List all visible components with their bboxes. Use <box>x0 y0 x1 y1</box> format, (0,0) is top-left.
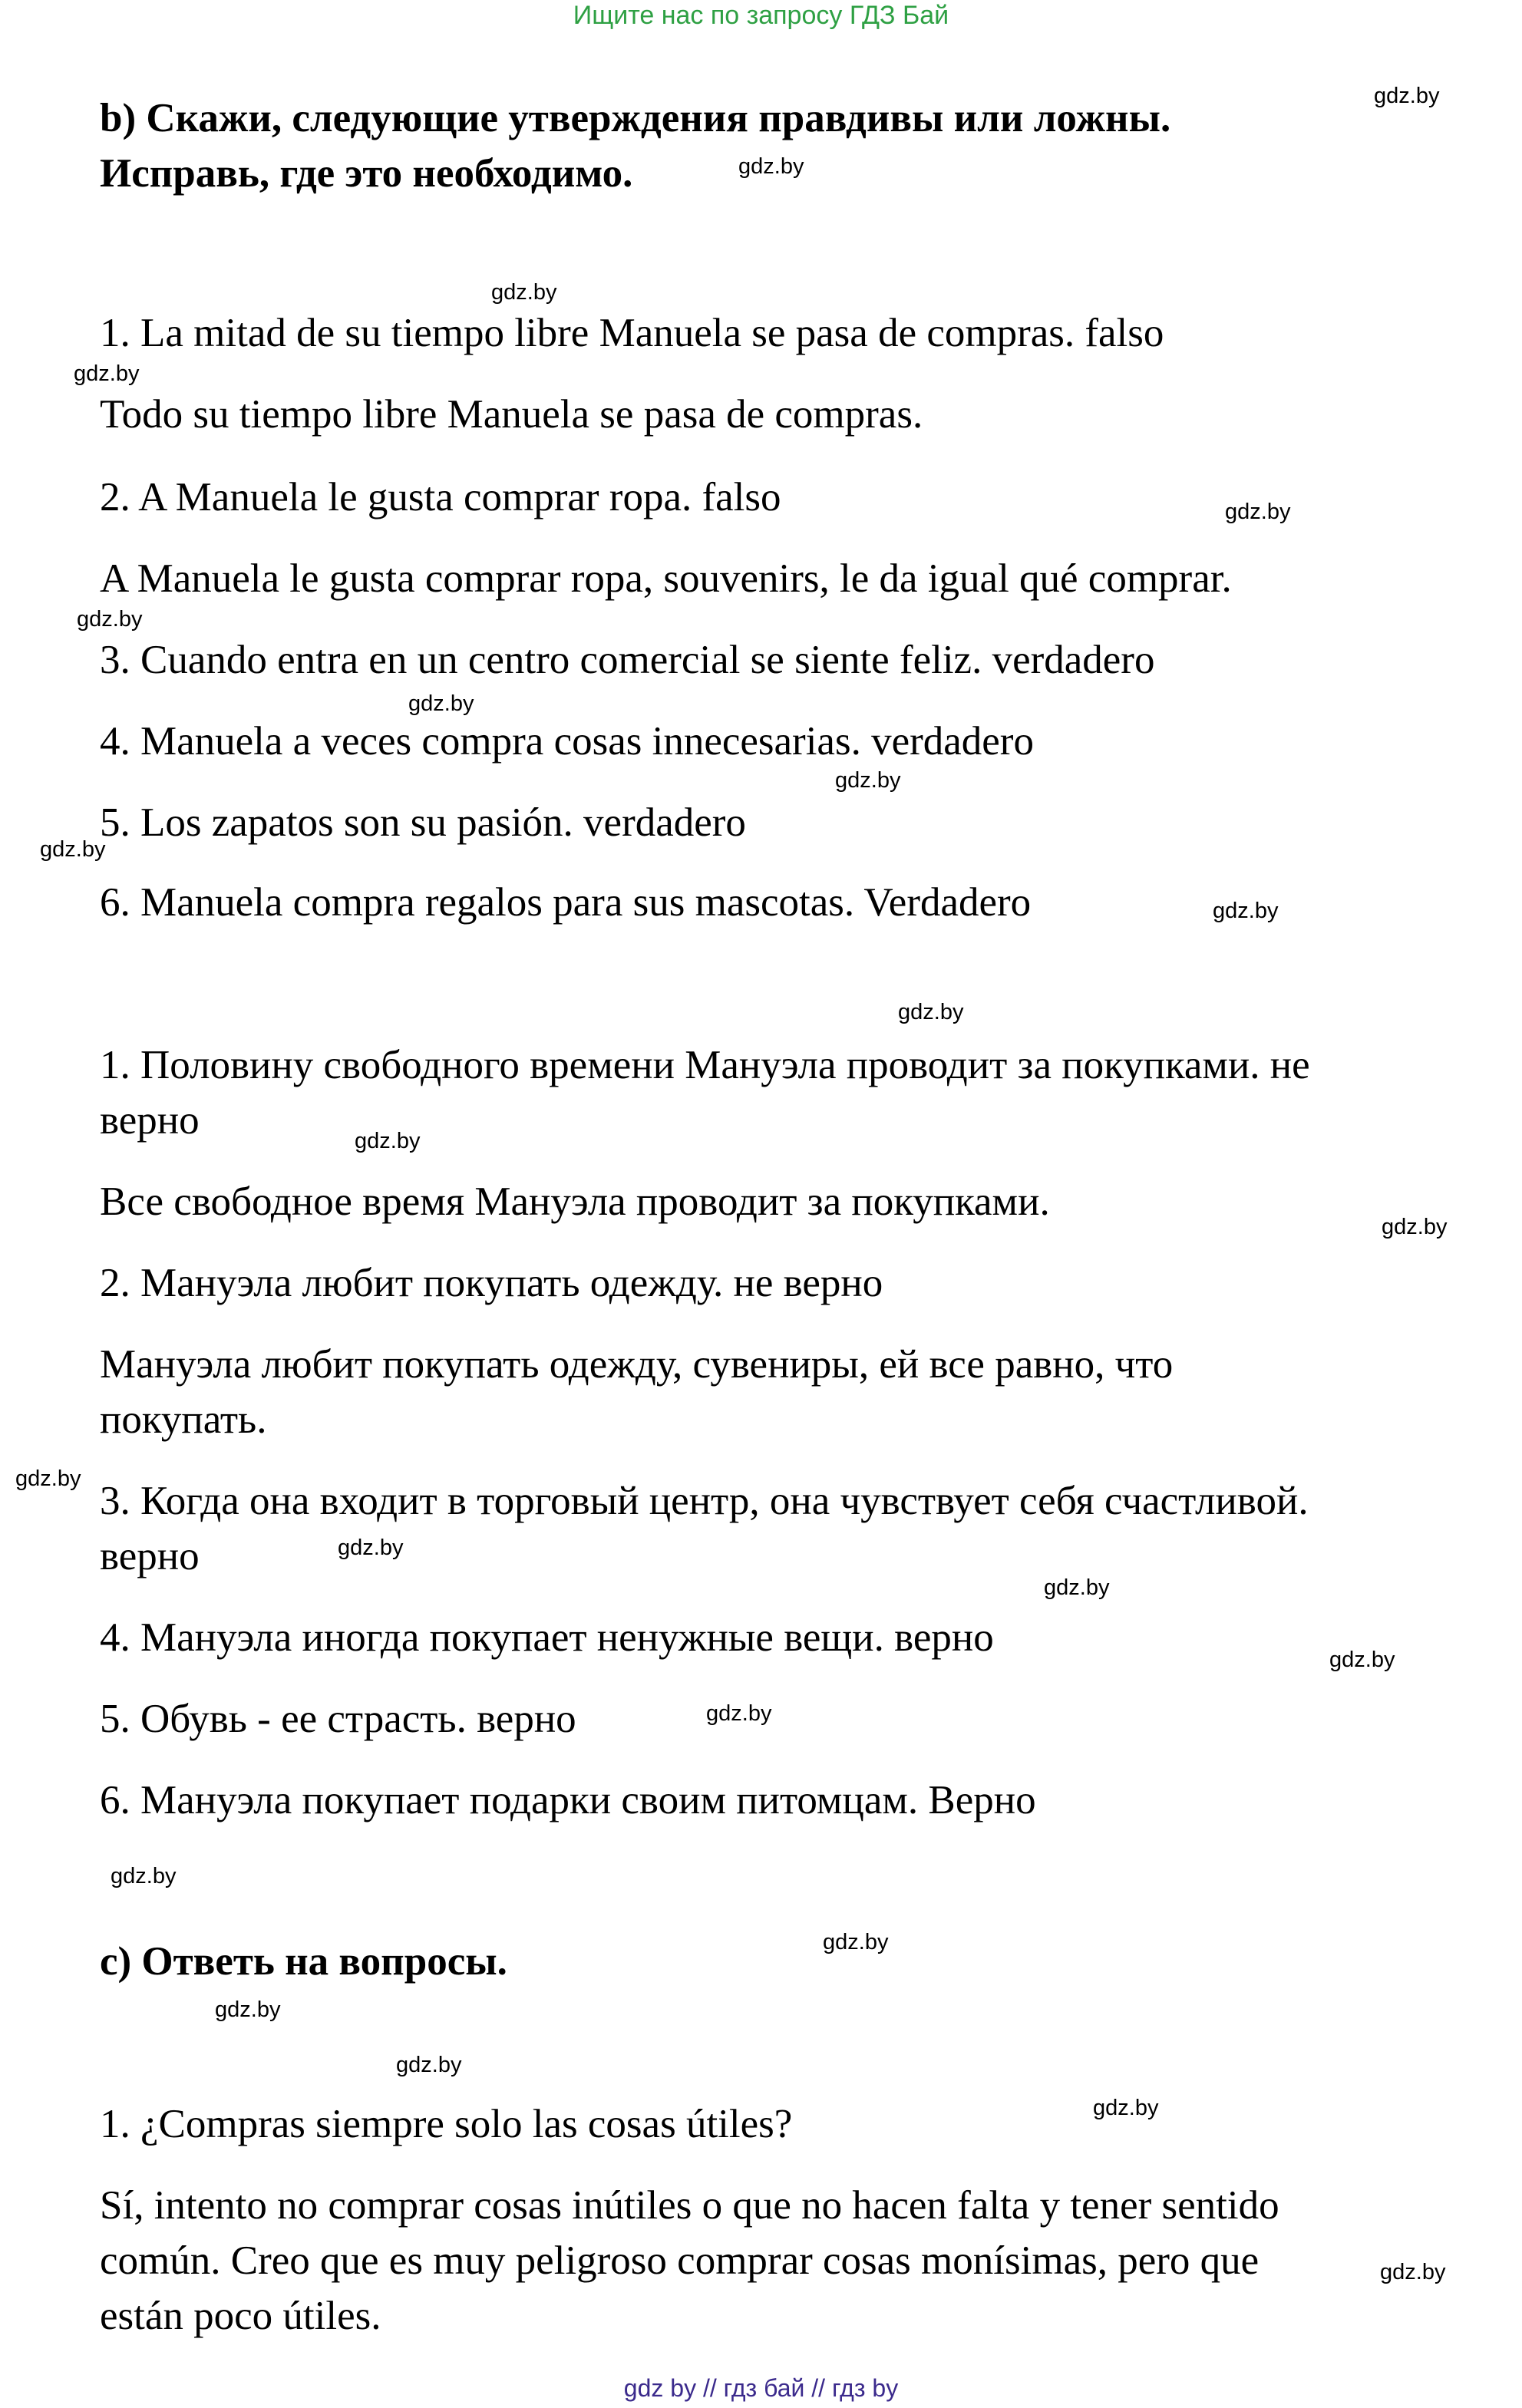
answer-line: 5. Los zapatos son su pasión. verdadero <box>100 800 746 845</box>
watermark: gdz.by <box>1329 1648 1395 1672</box>
watermark: gdz.by <box>338 1536 404 1560</box>
watermark: gdz.by <box>396 2053 462 2077</box>
watermark: gdz.by <box>15 1466 81 1491</box>
watermark: gdz.by <box>1382 1215 1448 1239</box>
section-b-title-line1: b) Скажи, следующие утверждения правдивы или ложны. <box>100 96 1171 140</box>
watermark: gdz.by <box>1380 2260 1446 2284</box>
translation-line: покупать. <box>100 1397 267 1442</box>
answer-line: 4. Manuela a veces compra cosas innecesarias. verdadero <box>100 719 1034 764</box>
translation-line: верно <box>100 1098 200 1143</box>
translation-line: верно <box>100 1534 200 1578</box>
watermark: gdz.by <box>898 1000 964 1024</box>
translation-line: Все свободное время Мануэла проводит за покупками. <box>100 1179 1050 1224</box>
watermark: gdz.by <box>215 1997 281 2022</box>
answer-line: común. Creo que es muy peligroso comprar cosas monísimas, pero que <box>100 2238 1260 2283</box>
question-line: 1. ¿Compras siempre solo las cosas útiles? <box>100 2102 793 2146</box>
search-banner[interactable]: Ищите нас по запросу ГДЗ Бай <box>573 1 949 30</box>
answer-line: 3. Cuando entra en un centro comercial se siente feliz. verdadero <box>100 638 1155 682</box>
translation-line: 4. Мануэла иногда покупает ненужные вещи. верно <box>100 1615 994 1660</box>
section-c-title: c) Ответь на вопросы. <box>100 1939 507 1984</box>
watermark: gdz.by <box>40 837 106 862</box>
answer-line: 2. A Manuela le gusta comprar ropa. falso <box>100 475 781 520</box>
translation-line: Мануэла любит покупать одежду, сувениры, ей все равно, что <box>100 1342 1174 1387</box>
watermark: gdz.by <box>1225 500 1291 524</box>
answer-line: 1. La mitad de su tiempo libre Manuela se pasa de compras. falso <box>100 311 1164 355</box>
watermark: gdz.by <box>74 361 140 386</box>
translation-line: 1. Половину свободного времени Мануэла проводит за покупками. не <box>100 1043 1310 1087</box>
answer-line: Todo su tiempo libre Manuela se pasa de compras. <box>100 392 923 437</box>
translation-line: 3. Когда она входит в торговый центр, она чувствует себя счастливой. <box>100 1479 1309 1523</box>
translation-line: 6. Мануэла покупает подарки своим питомцам. Верно <box>100 1778 1036 1822</box>
translation-line: 5. Обувь - ее страсть. верно <box>100 1697 576 1741</box>
answer-line: A Manuela le gusta comprar ropa, souvenirs, le da igual qué comprar. <box>100 556 1232 601</box>
answer-line: Sí, intento no comprar cosas inútiles o que no hacen falta y tener sentido <box>100 2183 1279 2228</box>
answer-line: 6. Manuela compra regalos para sus mascotas. Verdadero <box>100 880 1032 925</box>
watermark: gdz.by <box>706 1701 772 1726</box>
answer-line: están poco útiles. <box>100 2294 381 2338</box>
watermark: gdz.by <box>823 1930 889 1954</box>
watermark: gdz.by <box>1093 2096 1159 2120</box>
footer-links[interactable]: gdz by // гдз бай // гдз by <box>623 2374 899 2402</box>
watermark: gdz.by <box>77 607 143 632</box>
watermark: gdz.by <box>1213 899 1279 923</box>
watermark: gdz.by <box>738 154 804 179</box>
watermark: gdz.by <box>1374 84 1440 108</box>
section-b-title-line2: Исправь, где это необходимо. <box>100 151 633 196</box>
watermark: gdz.by <box>111 1864 177 1888</box>
translation-line: 2. Мануэла любит покупать одежду. не верно <box>100 1261 883 1305</box>
watermark: gdz.by <box>1044 1575 1110 1600</box>
watermark: gdz.by <box>491 280 557 305</box>
watermark: gdz.by <box>835 768 901 793</box>
watermark: gdz.by <box>408 691 474 716</box>
watermark: gdz.by <box>355 1129 421 1153</box>
